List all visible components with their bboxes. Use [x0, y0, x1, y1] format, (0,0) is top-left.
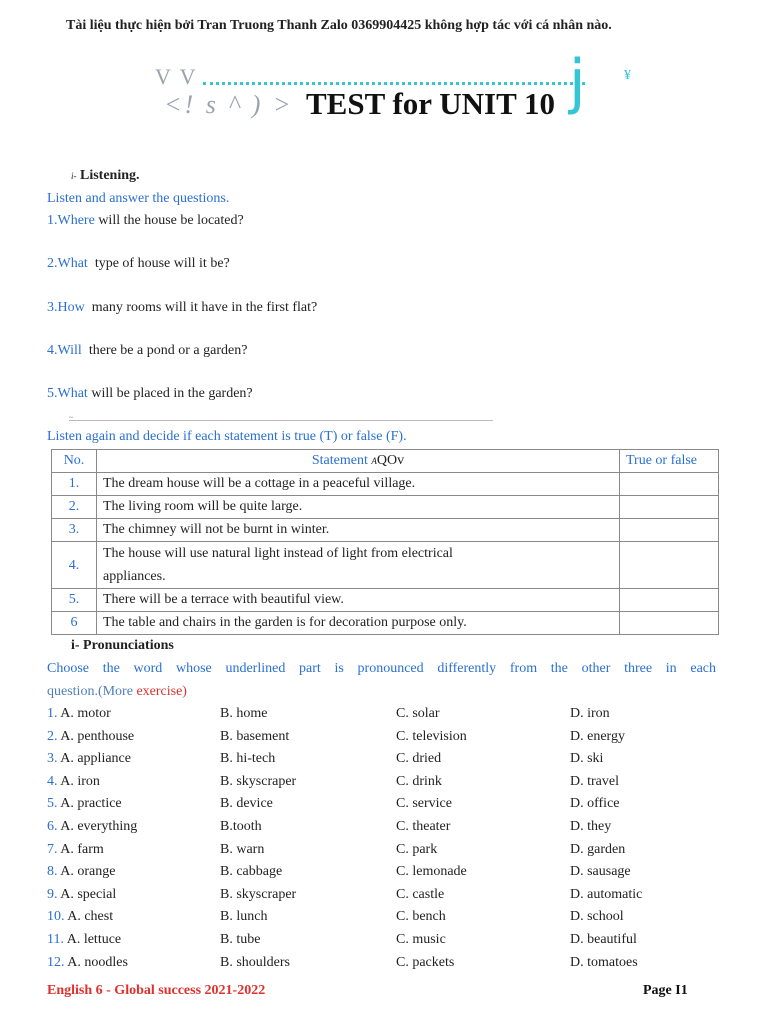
question-2 — [47, 256, 230, 272]
separator-line — [69, 412, 493, 421]
option-c[interactable]: C. lemonade — [396, 864, 467, 880]
list-item — [47, 955, 727, 977]
answer-cell[interactable] — [620, 589, 719, 612]
option-d[interactable]: D. travel — [570, 773, 619, 789]
question-3-number: 3.How — [47, 300, 85, 315]
question-2-number: 2.What — [47, 256, 88, 271]
option-d[interactable]: D. garden — [570, 841, 626, 857]
option-a[interactable] — [47, 729, 134, 745]
row-statement-line-2: appliances. — [103, 569, 166, 584]
question-1-text: will the house be located? — [94, 213, 244, 228]
table-row — [52, 589, 719, 612]
item-number: 12. — [47, 954, 65, 970]
item-number: 9. — [47, 886, 58, 902]
option-d[interactable]: D. they — [570, 819, 612, 834]
table-row — [52, 519, 719, 542]
item-number: 2. — [47, 728, 58, 744]
separator-mark: ~ — [69, 413, 74, 422]
option-a[interactable] — [47, 909, 113, 925]
list-item — [47, 842, 727, 864]
option-c[interactable]: C. television — [396, 728, 467, 744]
question-3 — [47, 300, 317, 316]
option-a-text: A. farm — [60, 841, 104, 857]
row-statement-line-1: The house will use natural light instead of light from electrical — [103, 546, 453, 561]
item-number: 7. — [47, 841, 58, 857]
page-title: TEST for UNIT 10 — [306, 86, 555, 121]
header-dotted-line — [203, 72, 585, 85]
option-a-text: A. noodles — [67, 954, 128, 970]
option-c[interactable]: C. theater — [396, 819, 451, 834]
table-header-statement-mark: A — [371, 456, 377, 466]
question-4-text: there be a pond or a garden? — [81, 343, 248, 358]
table-header-no: No. — [52, 450, 97, 473]
option-a[interactable] — [47, 864, 115, 880]
option-c[interactable]: C. drink — [396, 773, 442, 789]
pronunciation-instruction-line-2 — [47, 684, 187, 700]
option-d[interactable]: D. energy — [570, 728, 625, 744]
option-a[interactable] — [47, 819, 137, 835]
list-item — [47, 729, 727, 751]
table-header-row — [52, 450, 719, 473]
table-row — [52, 612, 719, 635]
row-number: 2. — [52, 496, 97, 519]
row-statement: The living room will be quite large. — [97, 496, 620, 519]
item-number: 10. — [47, 909, 65, 925]
option-a-text: A. lettuce — [66, 932, 122, 947]
option-d[interactable]: D. tomatoes — [570, 954, 638, 970]
option-b[interactable]: B. skyscraper — [220, 773, 297, 789]
option-c[interactable]: C. solar — [396, 706, 440, 721]
option-d[interactable]: D. automatic — [570, 886, 643, 902]
option-c[interactable]: C. packets — [396, 954, 455, 970]
table-row — [52, 496, 719, 519]
row-statement: The chimney will not be burnt in winter. — [97, 519, 620, 542]
option-b[interactable]: B. hi-tech — [220, 751, 276, 767]
list-item — [47, 751, 727, 773]
question-1-number: 1.Where — [47, 213, 95, 228]
option-d[interactable]: D. ski — [570, 751, 604, 767]
option-a-text: A. motor — [60, 706, 111, 721]
list-item — [47, 796, 727, 818]
answer-cell[interactable] — [620, 519, 719, 542]
item-number: 4. — [47, 773, 58, 789]
answer-cell[interactable] — [620, 542, 719, 589]
option-c[interactable]: C. castle — [396, 886, 445, 902]
option-d[interactable]: D. office — [570, 796, 620, 812]
option-d[interactable]: D. beautiful — [570, 932, 637, 947]
header-decoration-j: j — [569, 47, 586, 117]
option-a[interactable] — [47, 796, 122, 812]
footer-page-number: Page I1 — [643, 983, 688, 998]
option-c[interactable]: C. dried — [396, 751, 442, 767]
row-statement: The table and chairs in the garden is for decoration purpose only. — [97, 612, 620, 635]
question-5-number: 5.What — [47, 386, 88, 401]
item-number: 6. — [47, 819, 58, 834]
pronunciation-instruction-text: question.(More — [47, 684, 133, 699]
option-b[interactable]: B. device — [220, 796, 273, 812]
option-a-text: A. special — [60, 886, 117, 902]
option-c[interactable]: C. service — [396, 796, 452, 812]
answer-cell[interactable] — [620, 473, 719, 496]
answer-cell[interactable] — [620, 496, 719, 519]
option-a-text: A. appliance — [60, 751, 131, 767]
top-note: Tài liệu thực hiện bởi Tran Truong Thanh Zalo 0369904425 không hợp tác với cá nhân nào. — [66, 18, 612, 33]
listening-title: Listening. — [80, 168, 140, 183]
option-d[interactable]: D. iron — [570, 706, 610, 721]
question-3-text: many rooms will it have in the first flat? — [84, 300, 318, 315]
list-item — [47, 909, 727, 931]
list-item — [47, 819, 727, 841]
option-b[interactable]: B. tube — [220, 932, 261, 947]
row-statement: There will be a terrace with beautiful view. — [97, 589, 620, 612]
row-number: 4. — [52, 542, 97, 589]
pronunciation-heading: i- Pronunciations — [71, 638, 174, 653]
list-item — [47, 932, 727, 954]
option-a[interactable] — [47, 751, 131, 767]
table-row — [52, 473, 719, 496]
table-header-statement-label: Statement — [311, 453, 368, 468]
item-number: 5. — [47, 796, 58, 812]
option-b[interactable]: B.tooth — [220, 819, 262, 834]
row-number: 3. — [52, 519, 97, 542]
row-number: 5. — [52, 589, 97, 612]
row-number: 6 — [52, 612, 97, 635]
item-number: 11. — [47, 932, 64, 947]
option-a[interactable] — [47, 932, 121, 948]
option-b[interactable]: B. cabbage — [220, 864, 283, 880]
true-false-instruction: Listen again and decide if each statement is true (T) or false (F). — [47, 429, 407, 444]
option-b[interactable]: B. basement — [220, 728, 290, 744]
option-b[interactable]: B. skyscraper — [220, 886, 297, 902]
item-number: 8. — [47, 864, 58, 880]
item-number: 1. — [47, 706, 58, 721]
list-item — [47, 774, 727, 796]
listening-prefix: i- — [71, 171, 77, 181]
header-decoration-vv: V V — [155, 64, 198, 89]
option-b[interactable]: B. home — [220, 706, 268, 721]
answer-cell[interactable] — [620, 612, 719, 635]
question-4 — [47, 343, 247, 359]
table-header-true-false: True or false — [620, 450, 719, 473]
row-number: 1. — [52, 473, 97, 496]
question-5 — [47, 386, 253, 402]
table-row — [52, 542, 719, 589]
option-a-text: A. orange — [60, 864, 116, 880]
option-a[interactable] — [47, 706, 111, 722]
table-header-statement-tail: QOv — [376, 453, 405, 468]
question-4-number: 4.Will — [47, 343, 82, 358]
row-statement: The dream house will be a cottage in a peaceful village. — [97, 473, 620, 496]
option-a[interactable] — [47, 887, 116, 903]
question-2-text: type of house will it be? — [87, 256, 230, 271]
option-c[interactable]: C. bench — [396, 909, 446, 925]
option-a[interactable] — [47, 842, 104, 858]
question-5-text: will be placed in the garden? — [87, 386, 253, 401]
option-a-text: A. penthouse — [60, 728, 135, 744]
footer-course: English 6 - Global success 2021-2022 — [47, 983, 266, 998]
pronunciation-instruction-line-1: Choose the word whose underlined part is pronounced differently from the other three in each — [47, 661, 716, 676]
option-d[interactable]: D. school — [570, 909, 624, 925]
true-false-table — [51, 449, 719, 635]
option-a-text: A. everything — [60, 819, 138, 834]
option-b[interactable]: B. lunch — [220, 909, 268, 925]
option-a-text: A. chest — [67, 909, 114, 925]
listening-heading — [71, 168, 140, 184]
listening-instruction: Listen and answer the questions. — [47, 191, 230, 206]
question-1 — [47, 213, 244, 229]
option-a-text: A. iron — [60, 773, 100, 789]
item-number: 3. — [47, 751, 58, 767]
table-header-statement — [97, 450, 620, 473]
header-decoration-symbols: <! s ^ ) > — [164, 90, 294, 119]
option-a-text: A. practice — [60, 796, 122, 812]
option-b[interactable]: B. warn — [220, 841, 265, 857]
row-statement — [97, 542, 620, 589]
option-c[interactable]: C. music — [396, 932, 446, 947]
option-a[interactable] — [47, 955, 128, 971]
option-d[interactable]: D. sausage — [570, 864, 631, 880]
pronunciation-instruction-red: exercise) — [136, 684, 187, 699]
header-decoration-yen: ¥ — [624, 68, 631, 83]
list-item — [47, 864, 727, 886]
option-b[interactable]: B. shoulders — [220, 954, 290, 970]
option-c[interactable]: C. park — [396, 841, 438, 857]
list-item — [47, 706, 727, 728]
list-item — [47, 887, 727, 909]
option-a[interactable] — [47, 774, 100, 790]
